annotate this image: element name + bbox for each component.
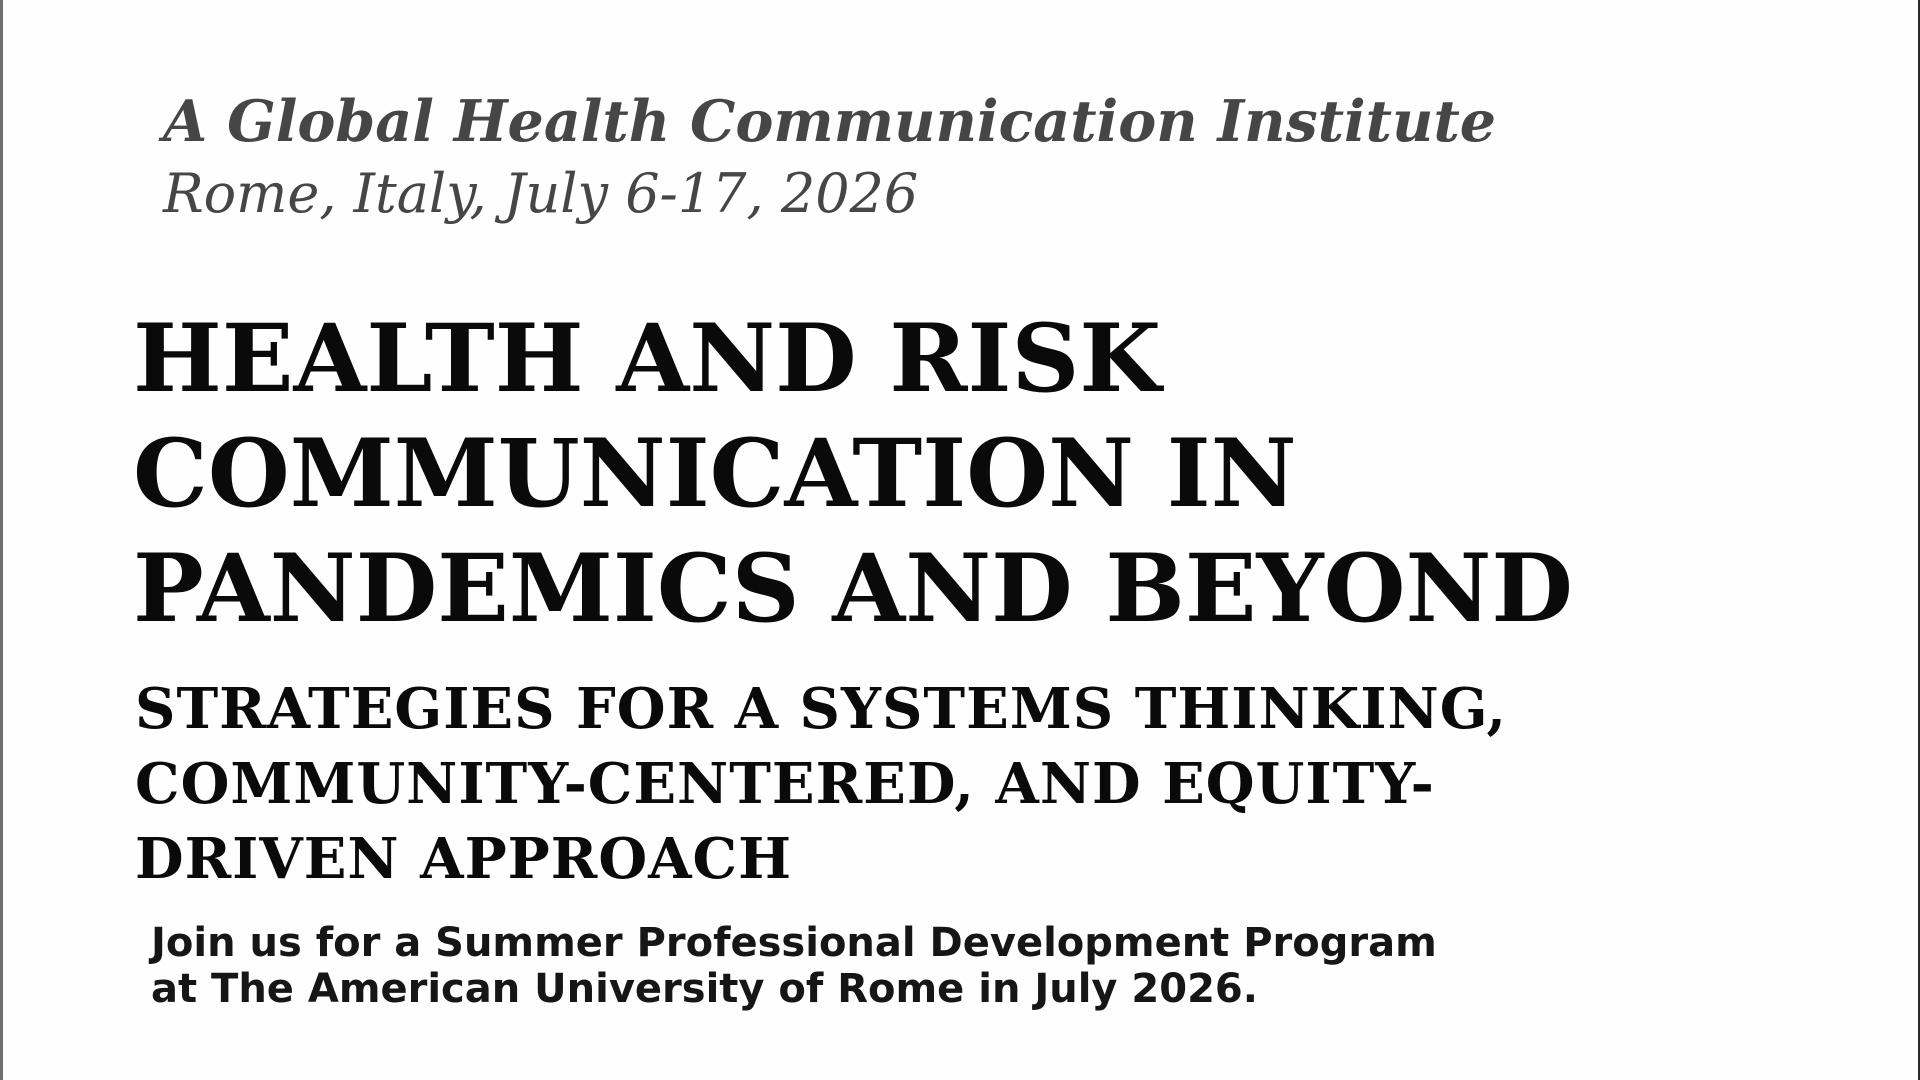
- subtitle-line: COMMUNITY-CENTERED, AND EQUITY-: [135, 751, 1435, 817]
- invitation-text: [151, 920, 1437, 1012]
- title-line: HEALTH AND RISK: [133, 304, 1162, 414]
- page-subtitle: [135, 672, 1507, 897]
- invitation-line: at The American University of Rome in July 2026.: [151, 966, 1258, 1012]
- page-title: [133, 302, 1573, 647]
- subtitle-line: DRIVEN APPROACH: [135, 826, 793, 892]
- title-line: PANDEMICS AND BEYOND: [133, 534, 1573, 644]
- invitation-line: Join us for a Summer Professional Development Program: [151, 920, 1437, 966]
- title-line: COMMUNICATION IN: [133, 419, 1297, 529]
- subtitle-line: STRATEGIES FOR A SYSTEMS THINKING,: [135, 676, 1508, 742]
- event-location-date: Rome, Italy, July 6-17, 2026: [163, 162, 919, 225]
- institute-kicker: A Global Health Communication Institute: [163, 88, 1497, 155]
